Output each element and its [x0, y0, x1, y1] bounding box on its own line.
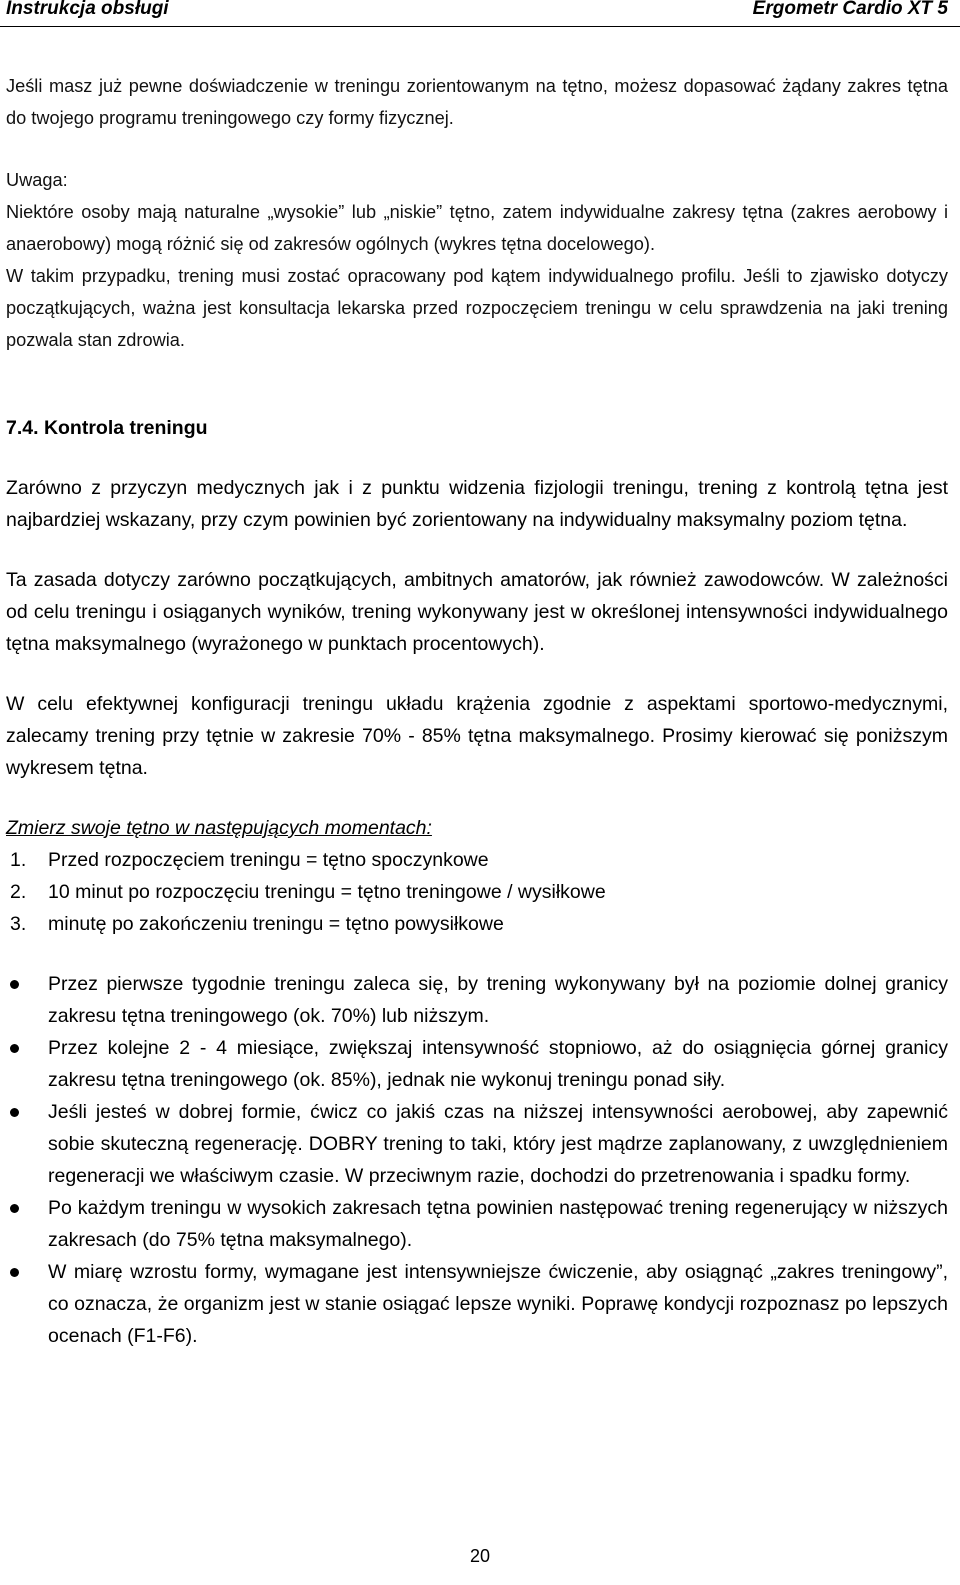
measure-item-text: 10 minut po rozpoczęciu treningu = tętno treningowe / wysiłkowe — [48, 881, 606, 903]
page-content — [6, 70, 948, 1352]
measure-list — [6, 844, 948, 940]
tip-text: Przez pierwsze tygodnie treningu zaleca się, by trening wykonywany był na poziomie dolnej granicy zakresu tętna treningowego (ok. 70%) lub niższym. — [48, 973, 948, 1027]
note-paragraph-1: Niektóre osoby mają naturalne „wysokie” lub „niskie” tętno, zatem indywidualne zakresy tętna (zakres aerobowy i anaerobowy) mogą różnić się od zakresów ogólnych (wykres tętna docelowego). — [6, 202, 948, 254]
bullet-icon — [10, 1108, 19, 1117]
note-paragraph-2: W takim przypadku, trening musi zostać opracowany pod kątem indywidualnego profilu. Jeśli to zjawisko dotyczy początkujących, ważna jest konsultacja lekarska przed rozpoczęciem treningu w celu sprawdzenia na jaki trening pozwala stan zdrowia. — [6, 266, 948, 350]
bullet-icon — [10, 980, 19, 989]
header-manual-title: Instrukcja obsługi — [6, 0, 169, 19]
measure-item — [6, 908, 948, 940]
measure-item-text: minutę po zakończeniu treningu = tętno powysiłkowe — [48, 913, 504, 935]
section-paragraph-1: Zarówno z przyczyn medycznych jak i z punktu widzenia fizjologii treningu, trening z kontrolą tętna jest najbardziej wskazany, przy czym powinien być zorientowany na indywidualny maksymalny poziom tętna. — [6, 477, 948, 531]
tip-item — [6, 1096, 948, 1192]
tip-item — [6, 1192, 948, 1256]
tip-item — [6, 1032, 948, 1096]
tips-list — [6, 968, 948, 1352]
note-title: Uwaga: — [6, 170, 68, 190]
page-number: 20 — [469, 1546, 491, 1566]
measure-item-number: 3. — [10, 913, 27, 935]
measure-item-number: 2. — [10, 881, 27, 903]
measure-title: Zmierz swoje tętno w następujących momentach: — [6, 817, 432, 839]
measure-item-text: Przed rozpoczęciem treningu = tętno spoczynkowe — [48, 849, 489, 871]
intro-paragraph: Jeśli masz już pewne doświadczenie w treningu zorientowanym na tętno, możesz dopasować żądany zakres tętna do twojego programu treningowego czy formy fizycznej. — [6, 76, 948, 128]
page-header — [0, 0, 960, 27]
tip-item — [6, 1256, 948, 1352]
tip-text: Po każdym treningu w wysokich zakresach tętna powinien następować trening regenerujący w niższych zakresach (do 75% tętna maksymalnego). — [48, 1197, 948, 1251]
tip-text: W miarę wzrostu formy, wymagane jest intensywniejsze ćwiczenie, aby osiągnąć „zakres treningowy”, co oznacza, że organizm jest w stanie osiągać lepsze wyniki. Poprawę kondycji rozpoznasz po lepszych ocenach (F1-F6). — [48, 1261, 948, 1347]
section-paragraph-2: Ta zasada dotyczy zarówno początkujących, ambitnych amatorów, jak również zawodowców. W zależności od celu treningu i osiąganych wyników, trening wykonywany jest w określonej intensywności indywidualnego tętna maksymalnego (wyrażonego w punktach procentowych). — [6, 569, 948, 655]
measure-item — [6, 876, 948, 908]
bullet-icon — [10, 1204, 19, 1213]
header-product-name: Ergometr Cardio XT 5 — [752, 0, 948, 19]
measure-item-number: 1. — [10, 849, 27, 871]
section-heading: 7.4. Kontrola treningu — [6, 417, 208, 439]
tip-item — [6, 968, 948, 1032]
tip-text: Jeśli jesteś w dobrej formie, ćwicz co jakiś czas na niższej intensywności aerobowej, aby zapewnić sobie skuteczną regenerację. DOBRY trening to taki, który jest mądrze zaplanowany, z uwzględnieniem regeneracji we właściwym czasie. W przeciwnym razie, dochodzi do przetrenowania i spadku formy. — [48, 1101, 948, 1187]
measure-item — [6, 844, 948, 876]
section-paragraph-3: W celu efektywnej konfiguracji treningu układu krążenia zgodnie z aspektami sportowo-medycznymi, zalecamy trening przy tętnie w zakresie 70% - 85% tętna maksymalnego. Prosimy kierować się poniższym wykresem tętna. — [6, 693, 948, 779]
bullet-icon — [10, 1268, 19, 1277]
tip-text: Przez kolejne 2 - 4 miesiące, zwiększaj intensywność stopniowo, aż do osiągnięcia górnej granicy zakresu tętna treningowego (ok. 85%), jednak nie wykonuj treningu ponad siły. — [48, 1037, 948, 1091]
bullet-icon — [10, 1044, 19, 1053]
